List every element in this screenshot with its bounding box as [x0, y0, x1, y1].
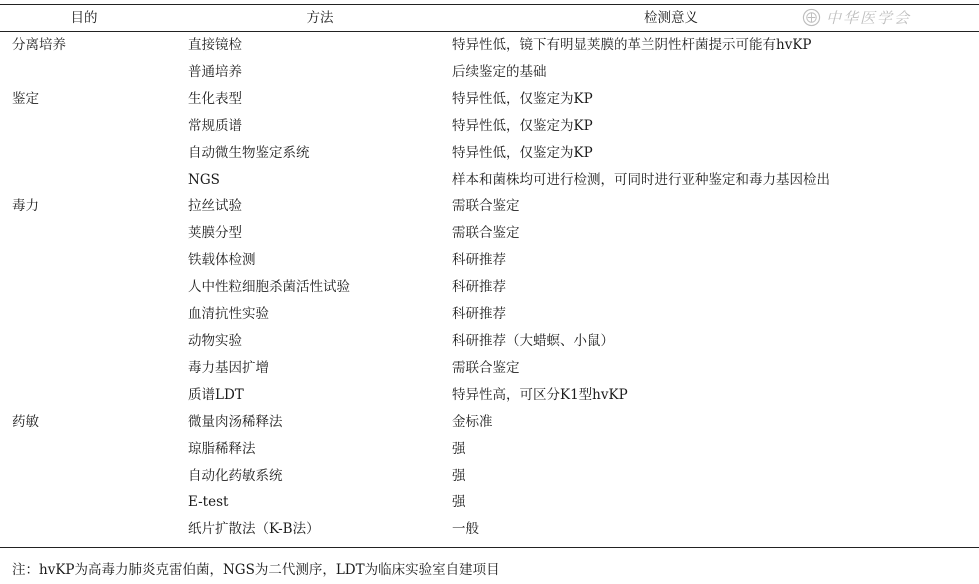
- meaning-cell: 需联合鉴定: [452, 359, 520, 376]
- purpose-cell: [0, 436, 188, 463]
- purpose-cell: 鉴定: [12, 90, 39, 107]
- table-row: [0, 489, 979, 516]
- table-row: [0, 436, 979, 463]
- purpose-cell: [0, 167, 188, 194]
- method-cell: 动物实验: [188, 332, 242, 349]
- method-cell: 自动微生物鉴定系统: [188, 144, 310, 161]
- purpose-cell: 毒力: [12, 198, 39, 215]
- method-cell: 微量肉汤稀释法: [188, 413, 283, 430]
- table-row: [0, 274, 979, 301]
- method-cell: E-test: [188, 494, 229, 511]
- table-body: [0, 32, 979, 543]
- table-row: [0, 59, 979, 86]
- method-cell: 血清抗性实验: [188, 306, 269, 323]
- purpose-cell: [0, 328, 188, 355]
- table-row: [0, 32, 979, 59]
- purpose-cell: [0, 463, 188, 490]
- method-cell: NGS: [188, 171, 220, 188]
- meaning-cell: 科研推荐（大蜡螟、小鼠）: [452, 332, 614, 349]
- method-cell: 纸片扩散法（K-B法）: [188, 521, 320, 538]
- purpose-cell: [0, 489, 188, 516]
- method-cell: 拉丝试验: [188, 198, 242, 215]
- method-cell: 人中性粒细胞杀菌活性试验: [188, 279, 350, 296]
- method-cell: 琼脂稀释法: [188, 440, 256, 457]
- meaning-cell: 一般: [452, 521, 479, 538]
- table-row: [0, 355, 979, 382]
- purpose-cell: [0, 516, 188, 543]
- header-method: 方法: [306, 10, 334, 26]
- meaning-cell: 特异性高，可区分K1型hvKP: [452, 386, 628, 403]
- meaning-cell: 后续鉴定的基础: [452, 63, 547, 80]
- table-header-row: [0, 5, 979, 32]
- purpose-cell: [0, 382, 188, 409]
- table-row: [0, 193, 979, 220]
- purpose-cell: [0, 220, 188, 247]
- table-row: [0, 140, 979, 167]
- detection-methods-table: [0, 5, 979, 543]
- method-cell: 直接镜检: [188, 37, 242, 53]
- table-bottom-rule: [0, 547, 979, 548]
- method-cell: 生化表型: [188, 90, 242, 107]
- meaning-cell: 特异性低，仅鉴定为KP: [452, 144, 593, 161]
- method-cell: 质谱LDT: [188, 386, 244, 403]
- meaning-cell: 强: [452, 467, 466, 484]
- purpose-cell: [0, 274, 188, 301]
- method-cell: 自动化药敏系统: [188, 467, 283, 484]
- table-row: [0, 247, 979, 274]
- method-cell: 毒力基因扩增: [188, 359, 269, 376]
- logo-text: 中华医学会: [826, 9, 912, 27]
- meaning-cell: 特异性低，仅鉴定为KP: [452, 117, 593, 134]
- purpose-cell: [0, 247, 188, 274]
- method-cell: 铁载体检测: [188, 252, 256, 269]
- table-row: [0, 463, 979, 490]
- purpose-cell: [0, 301, 188, 328]
- purpose-cell: [0, 59, 188, 86]
- table-row: [0, 328, 979, 355]
- meaning-cell: 需联合鉴定: [452, 198, 520, 215]
- table-row: [0, 220, 979, 247]
- meaning-cell: 特异性低，仅鉴定为KP: [452, 90, 593, 107]
- header-meaning: 检测意义: [644, 10, 698, 26]
- meaning-cell: 强: [452, 494, 466, 511]
- meaning-cell: 科研推荐: [452, 306, 506, 323]
- purpose-cell: [0, 355, 188, 382]
- table-row: [0, 301, 979, 328]
- meaning-cell: 金标准: [452, 413, 493, 430]
- purpose-cell: 药敏: [12, 413, 39, 430]
- method-cell: 普通培养: [188, 63, 242, 80]
- purpose-cell: 分离培养: [12, 37, 66, 53]
- meaning-cell: 样本和菌株均可进行检测，可同时进行亚种鉴定和毒力基因检出: [452, 171, 830, 188]
- method-cell: 荚膜分型: [188, 225, 242, 242]
- meaning-cell: 特异性低，镜下有明显荚膜的革兰阴性杆菌提示可能有hvKP: [452, 37, 812, 53]
- table-footnote: 注：hvKP为高毒力肺炎克雷伯菌，NGS为二代测序，LDT为临床实验室自建项目: [12, 562, 500, 578]
- purpose-cell: [0, 140, 188, 167]
- table-row: [0, 113, 979, 140]
- method-cell: 常规质谱: [188, 117, 242, 134]
- header-purpose: 目的: [70, 10, 98, 26]
- table-row: [0, 382, 979, 409]
- table-row: [0, 167, 979, 194]
- table-row: [0, 409, 979, 436]
- meaning-cell: 强: [452, 440, 466, 457]
- purpose-cell: [0, 113, 188, 140]
- meaning-cell: 科研推荐: [452, 252, 506, 269]
- table-row: [0, 86, 979, 113]
- meaning-cell: 需联合鉴定: [452, 225, 520, 242]
- meaning-cell: 科研推荐: [452, 279, 506, 296]
- table-row: [0, 516, 979, 543]
